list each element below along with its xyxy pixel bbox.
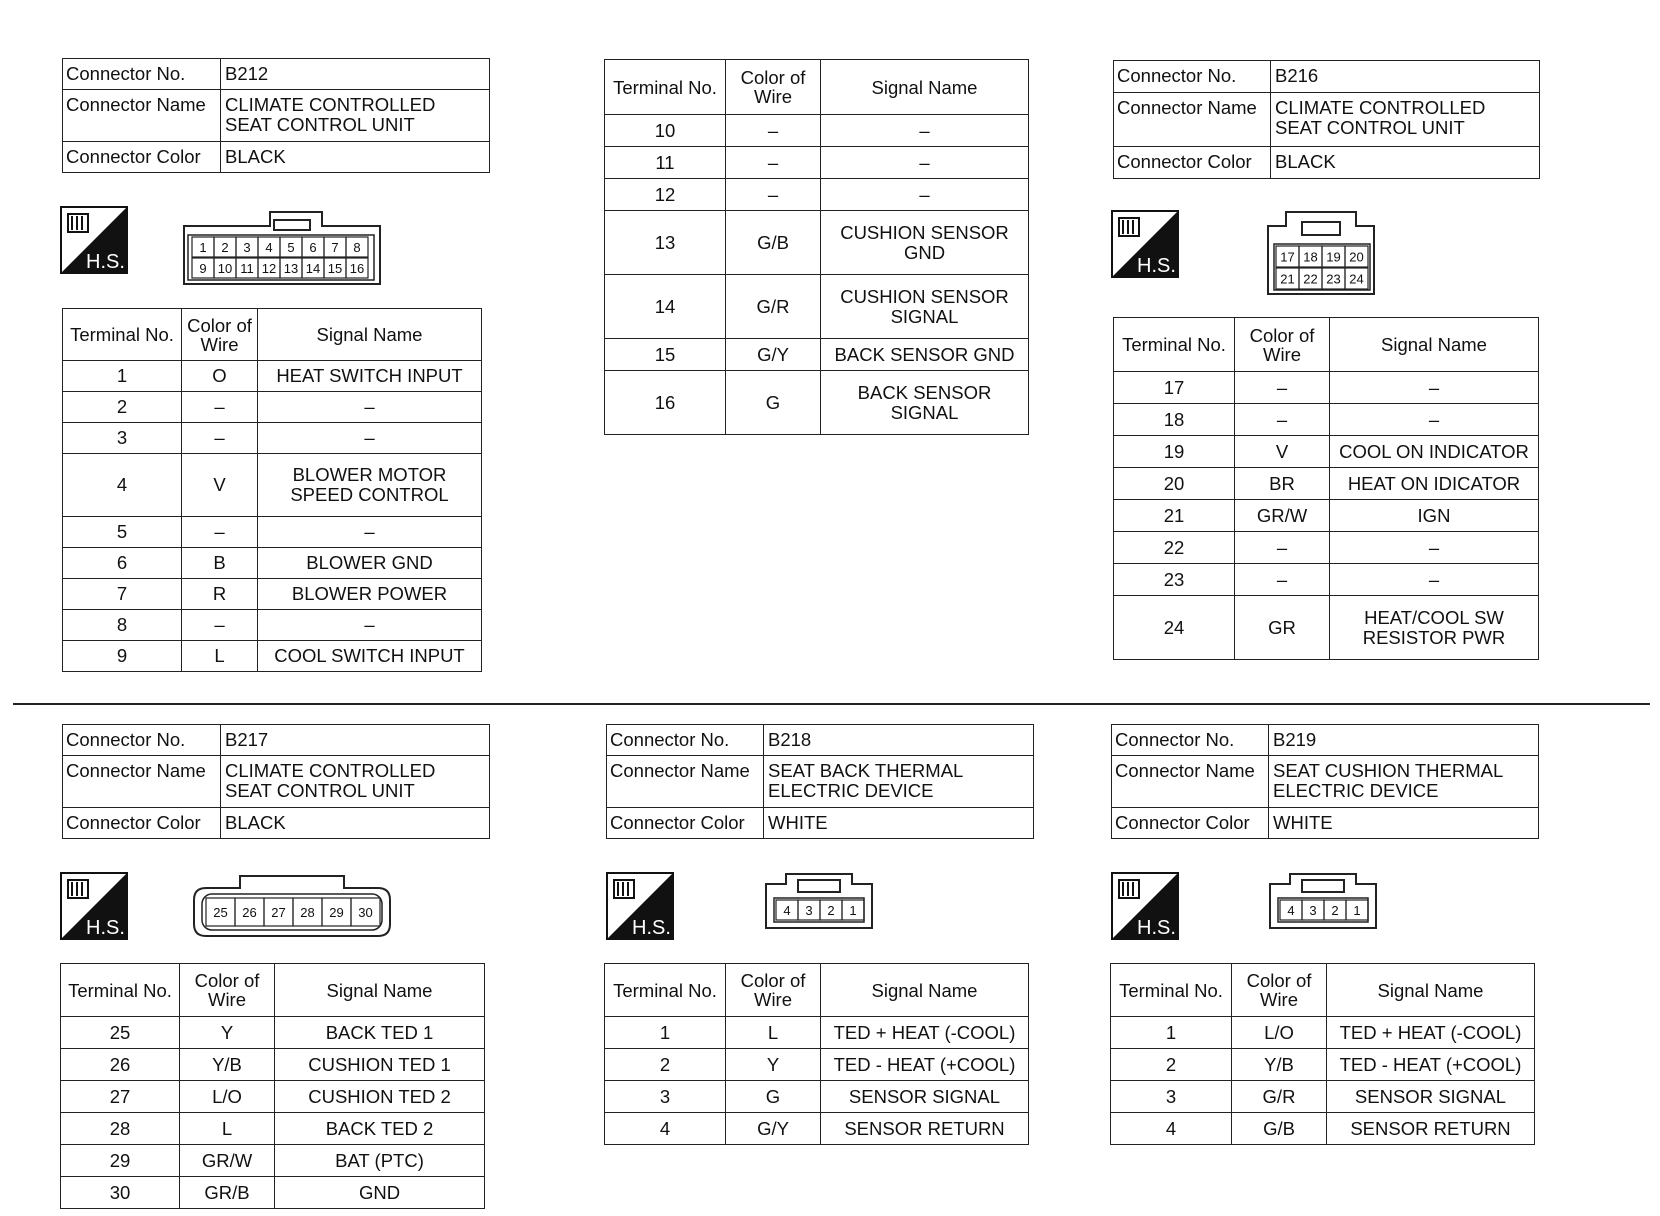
signal-name: – xyxy=(258,423,482,454)
col-header: Terminal No. xyxy=(605,964,726,1017)
col-header: Terminal No. xyxy=(605,60,726,115)
terminal-no: 13 xyxy=(605,211,726,275)
wire-color: G/B xyxy=(726,211,821,275)
terminal-no: 6 xyxy=(63,548,182,579)
terminal-no: 4 xyxy=(1111,1113,1232,1145)
pin-number: 9 xyxy=(199,261,207,276)
terminal-no: 19 xyxy=(1114,436,1235,468)
pin-number: 8 xyxy=(353,240,361,255)
table-row xyxy=(1111,1017,1535,1049)
terminal-table-b217 xyxy=(60,963,485,1209)
wire-color: V xyxy=(1235,436,1330,468)
terminal-table-b219 xyxy=(1110,963,1535,1145)
terminal-no: 1 xyxy=(63,361,182,392)
table-row xyxy=(1114,564,1539,596)
table-row xyxy=(1114,596,1539,660)
signal-name: – xyxy=(1330,404,1539,436)
signal-name: BACK TED 2 xyxy=(275,1113,485,1145)
signal-name: COOL SWITCH INPUT xyxy=(258,641,482,672)
info-value: BLACK xyxy=(221,142,490,173)
pin-number: 21 xyxy=(1280,271,1295,287)
connector-info-b219 xyxy=(1111,724,1539,839)
col-header: Terminal No. xyxy=(1111,964,1232,1017)
info-label: Connector Color xyxy=(607,808,764,839)
info-value: B217 xyxy=(221,725,490,756)
table-row xyxy=(61,1113,485,1145)
info-value: SEAT BACK THERMAL ELECTRIC DEVICE xyxy=(764,756,1034,808)
col-header: Terminal No. xyxy=(63,309,182,361)
signal-name: GND xyxy=(275,1177,485,1209)
pin-number: 2 xyxy=(827,903,835,918)
table-row xyxy=(605,1081,1029,1113)
col-header: Signal Name xyxy=(821,60,1029,115)
wire-color: L/O xyxy=(180,1081,275,1113)
col-header: Signal Name xyxy=(1327,964,1535,1017)
wire-color: – xyxy=(182,610,258,641)
pin-number: 4 xyxy=(783,903,791,918)
hs-label: H.S. xyxy=(1137,917,1176,939)
signal-name: BLOWER POWER xyxy=(258,579,482,610)
info-label: Connector Color xyxy=(1114,147,1271,179)
table-row xyxy=(605,339,1029,371)
info-value: B216 xyxy=(1271,61,1540,93)
terminal-no: 22 xyxy=(1114,532,1235,564)
col-header: Color of Wire xyxy=(1232,964,1327,1017)
wire-color: BR xyxy=(1235,468,1330,500)
terminal-no: 29 xyxy=(61,1145,180,1177)
pin-number: 22 xyxy=(1303,271,1318,287)
table-row xyxy=(63,579,482,610)
terminal-no: 11 xyxy=(605,147,726,179)
table-row xyxy=(605,1049,1029,1081)
terminal-no: 25 xyxy=(61,1017,180,1049)
wire-color: – xyxy=(726,179,821,211)
table-row xyxy=(605,115,1029,147)
table-row xyxy=(605,147,1029,179)
wire-color: – xyxy=(182,392,258,423)
table-row xyxy=(63,548,482,579)
terminal-no: 15 xyxy=(605,339,726,371)
signal-name: – xyxy=(1330,372,1539,404)
terminal-table-b212a xyxy=(62,308,482,672)
table-row xyxy=(63,641,482,672)
pin-number: 17 xyxy=(1280,249,1295,265)
signal-name: BAT (PTC) xyxy=(275,1145,485,1177)
table-row xyxy=(1114,500,1539,532)
table-row xyxy=(1114,372,1539,404)
pin-number: 30 xyxy=(358,905,373,920)
terminal-no: 24 xyxy=(1114,596,1235,660)
info-label: Connector Color xyxy=(63,142,221,173)
pin-number: 18 xyxy=(1303,249,1318,265)
terminal-no: 26 xyxy=(61,1049,180,1081)
terminal-no: 30 xyxy=(61,1177,180,1209)
terminal-no: 20 xyxy=(1114,468,1235,500)
info-value: WHITE xyxy=(764,808,1034,839)
pin-number: 1 xyxy=(849,903,857,918)
info-value: CLIMATE CONTROLLED SEAT CONTROL UNIT xyxy=(221,90,490,142)
table-row xyxy=(1114,532,1539,564)
table-row xyxy=(605,371,1029,435)
signal-name: HEAT SWITCH INPUT xyxy=(258,361,482,392)
terminal-no: 3 xyxy=(605,1081,726,1113)
harness-side-icon xyxy=(1111,872,1179,940)
table-row xyxy=(605,1113,1029,1145)
wire-color: – xyxy=(1235,372,1330,404)
pin-number: 14 xyxy=(305,261,321,276)
pin-number: 6 xyxy=(309,240,317,255)
signal-name: – xyxy=(1330,532,1539,564)
info-value: CLIMATE CONTROLLED SEAT CONTROL UNIT xyxy=(1271,93,1540,147)
info-value: B219 xyxy=(1269,725,1539,756)
signal-name: SENSOR SIGNAL xyxy=(1327,1081,1535,1113)
info-value: WHITE xyxy=(1269,808,1539,839)
terminal-no: 2 xyxy=(63,392,182,423)
col-header: Color of Wire xyxy=(1235,318,1330,372)
pin-number: 12 xyxy=(261,261,277,276)
signal-name: CUSHION SENSOR SIGNAL xyxy=(821,275,1029,339)
connector-face-b219 xyxy=(1268,872,1378,930)
signal-name: IGN xyxy=(1330,500,1539,532)
harness-side-icon xyxy=(606,872,674,940)
wire-color: Y xyxy=(180,1017,275,1049)
table-row xyxy=(61,1145,485,1177)
connector-face-b218 xyxy=(764,872,874,930)
pin-number: 26 xyxy=(242,905,257,920)
signal-name: HEAT/COOL SW RESISTOR PWR xyxy=(1330,596,1539,660)
signal-name: TED + HEAT (-COOL) xyxy=(821,1017,1029,1049)
pin-number: 4 xyxy=(265,240,273,255)
wire-color: G xyxy=(726,1081,821,1113)
pin-number: 2 xyxy=(1331,903,1339,918)
terminal-no: 28 xyxy=(61,1113,180,1145)
info-value: CLIMATE CONTROLLED SEAT CONTROL UNIT xyxy=(221,756,490,808)
terminal-no: 9 xyxy=(63,641,182,672)
wire-color: L xyxy=(726,1017,821,1049)
terminal-no: 10 xyxy=(605,115,726,147)
connector-info-b217 xyxy=(62,724,490,839)
table-row xyxy=(61,1017,485,1049)
terminal-no: 4 xyxy=(605,1113,726,1145)
wire-color: G/R xyxy=(726,275,821,339)
terminal-no: 5 xyxy=(63,517,182,548)
info-label: Connector Name xyxy=(607,756,764,808)
hs-label: H.S. xyxy=(1137,255,1176,277)
wire-color: – xyxy=(182,423,258,454)
table-row xyxy=(605,211,1029,275)
pin-number: 28 xyxy=(300,905,315,920)
signal-name: – xyxy=(258,392,482,423)
wire-color: G/R xyxy=(1232,1081,1327,1113)
signal-name: COOL ON INDICATOR xyxy=(1330,436,1539,468)
wire-color: V xyxy=(182,454,258,517)
terminal-no: 7 xyxy=(63,579,182,610)
info-label: Connector Name xyxy=(1112,756,1269,808)
info-label: Connector Name xyxy=(63,90,221,142)
pin-number: 19 xyxy=(1326,249,1341,265)
terminal-no: 16 xyxy=(605,371,726,435)
terminal-no: 21 xyxy=(1114,500,1235,532)
table-row xyxy=(1111,1081,1535,1113)
table-row xyxy=(63,361,482,392)
col-header: Signal Name xyxy=(275,964,485,1017)
wire-color: L xyxy=(182,641,258,672)
terminal-no: 2 xyxy=(605,1049,726,1081)
signal-name: BACK SENSOR SIGNAL xyxy=(821,371,1029,435)
signal-name: TED + HEAT (-COOL) xyxy=(1327,1017,1535,1049)
table-row xyxy=(605,179,1029,211)
info-label: Connector Color xyxy=(1112,808,1269,839)
col-header: Terminal No. xyxy=(1114,318,1235,372)
terminal-no: 3 xyxy=(63,423,182,454)
table-row xyxy=(63,517,482,548)
signal-name: – xyxy=(821,147,1029,179)
col-header: Color of Wire xyxy=(180,964,275,1017)
hs-label: H.S. xyxy=(86,251,125,273)
connector-info-b212 xyxy=(62,58,490,173)
terminal-no: 12 xyxy=(605,179,726,211)
table-row xyxy=(61,1081,485,1113)
harness-side-icon xyxy=(1111,210,1179,278)
signal-name: CUSHION SENSOR GND xyxy=(821,211,1029,275)
wire-color: G xyxy=(726,371,821,435)
terminal-no: 14 xyxy=(605,275,726,339)
terminal-no: 1 xyxy=(1111,1017,1232,1049)
signal-name: – xyxy=(821,179,1029,211)
signal-name: BACK SENSOR GND xyxy=(821,339,1029,371)
pin-number: 4 xyxy=(1287,903,1295,918)
table-row xyxy=(61,1049,485,1081)
wire-color: – xyxy=(1235,564,1330,596)
table-row xyxy=(63,423,482,454)
info-value: SEAT CUSHION THERMAL ELECTRIC DEVICE xyxy=(1269,756,1539,808)
terminal-no: 27 xyxy=(61,1081,180,1113)
info-value: BLACK xyxy=(221,808,490,839)
wire-color: GR/B xyxy=(180,1177,275,1209)
signal-name: – xyxy=(258,517,482,548)
wire-color: – xyxy=(726,115,821,147)
col-header: Signal Name xyxy=(258,309,482,361)
pin-number: 3 xyxy=(805,903,813,918)
wire-color: – xyxy=(182,517,258,548)
hs-label: H.S. xyxy=(86,917,125,939)
col-header: Signal Name xyxy=(821,964,1029,1017)
pin-number: 1 xyxy=(1353,903,1361,918)
col-header: Terminal No. xyxy=(61,964,180,1017)
info-label: Connector No. xyxy=(1112,725,1269,756)
wire-color: Y/B xyxy=(180,1049,275,1081)
pin-number: 29 xyxy=(329,905,344,920)
connector-face-b216 xyxy=(1266,210,1376,296)
table-row xyxy=(1111,1113,1535,1145)
info-label: Connector No. xyxy=(607,725,764,756)
pin-number: 15 xyxy=(327,261,343,276)
wire-color: L/O xyxy=(1232,1017,1327,1049)
wire-color: B xyxy=(182,548,258,579)
wire-color: GR/W xyxy=(1235,500,1330,532)
signal-name: TED - HEAT (+COOL) xyxy=(1327,1049,1535,1081)
pin-number: 2 xyxy=(221,240,229,255)
wire-color: G/B xyxy=(1232,1113,1327,1145)
info-label: Connector No. xyxy=(63,59,221,90)
terminal-no: 4 xyxy=(63,454,182,517)
col-header: Color of Wire xyxy=(726,60,821,115)
signal-name: BLOWER MOTOR SPEED CONTROL xyxy=(258,454,482,517)
terminal-no: 2 xyxy=(1111,1049,1232,1081)
wire-color: Y/B xyxy=(1232,1049,1327,1081)
wire-color: G/Y xyxy=(726,1113,821,1145)
table-row xyxy=(1114,468,1539,500)
signal-name: – xyxy=(258,610,482,641)
wire-color: G/Y xyxy=(726,339,821,371)
info-label: Connector Name xyxy=(1114,93,1271,147)
signal-name: HEAT ON IDICATOR xyxy=(1330,468,1539,500)
section-divider xyxy=(13,703,1650,705)
signal-name: SENSOR RETURN xyxy=(1327,1113,1535,1145)
wire-color: – xyxy=(1235,532,1330,564)
terminal-no: 1 xyxy=(605,1017,726,1049)
signal-name: CUSHION TED 2 xyxy=(275,1081,485,1113)
terminal-no: 18 xyxy=(1114,404,1235,436)
pin-number: 10 xyxy=(217,261,233,276)
info-value: BLACK xyxy=(1271,147,1540,179)
pin-number: 7 xyxy=(331,240,339,255)
pin-number: 23 xyxy=(1326,271,1341,287)
wire-color: – xyxy=(726,147,821,179)
pin-number: 13 xyxy=(283,261,299,276)
signal-name: – xyxy=(821,115,1029,147)
hs-label: H.S. xyxy=(632,917,671,939)
info-label: Connector No. xyxy=(63,725,221,756)
connector-info-b216 xyxy=(1113,60,1540,179)
info-label: Connector No. xyxy=(1114,61,1271,93)
terminal-table-b212b xyxy=(604,59,1029,435)
pin-number: 11 xyxy=(240,261,254,276)
pin-number: 20 xyxy=(1349,249,1364,265)
table-row xyxy=(63,610,482,641)
wire-color: L xyxy=(180,1113,275,1145)
wire-color: R xyxy=(182,579,258,610)
signal-name: – xyxy=(1330,564,1539,596)
signal-name: BACK TED 1 xyxy=(275,1017,485,1049)
signal-name: SENSOR RETURN xyxy=(821,1113,1029,1145)
terminal-no: 8 xyxy=(63,610,182,641)
info-value: B218 xyxy=(764,725,1034,756)
table-row xyxy=(605,275,1029,339)
table-row xyxy=(63,392,482,423)
wire-color: – xyxy=(1235,404,1330,436)
col-header: Color of Wire xyxy=(726,964,821,1017)
info-label: Connector Color xyxy=(63,808,221,839)
pin-number: 3 xyxy=(243,240,251,255)
signal-name: BLOWER GND xyxy=(258,548,482,579)
col-header: Color of Wire xyxy=(182,309,258,361)
pin-number: 5 xyxy=(287,240,295,255)
pin-number: 25 xyxy=(213,905,228,920)
terminal-no: 17 xyxy=(1114,372,1235,404)
wire-color: Y xyxy=(726,1049,821,1081)
wire-color: O xyxy=(182,361,258,392)
info-label: Connector Name xyxy=(63,756,221,808)
signal-name: CUSHION TED 1 xyxy=(275,1049,485,1081)
terminal-table-b218 xyxy=(604,963,1029,1145)
connector-face-b217 xyxy=(192,874,392,938)
terminal-table-b216 xyxy=(1113,317,1539,660)
pin-number: 1 xyxy=(199,240,207,255)
signal-name: TED - HEAT (+COOL) xyxy=(821,1049,1029,1081)
table-row xyxy=(63,454,482,517)
info-value: B212 xyxy=(221,59,490,90)
signal-name: SENSOR SIGNAL xyxy=(821,1081,1029,1113)
pin-number: 27 xyxy=(271,905,286,920)
table-row xyxy=(1111,1049,1535,1081)
table-row xyxy=(1114,404,1539,436)
pin-number: 24 xyxy=(1349,271,1364,287)
table-row xyxy=(1114,436,1539,468)
pin-number: 16 xyxy=(349,261,365,276)
pin-number: 3 xyxy=(1309,903,1317,918)
terminal-no: 23 xyxy=(1114,564,1235,596)
harness-side-icon xyxy=(60,872,128,940)
terminal-no: 3 xyxy=(1111,1081,1232,1113)
harness-side-icon xyxy=(60,206,128,274)
connector-info-b218 xyxy=(606,724,1034,839)
wire-color: GR/W xyxy=(180,1145,275,1177)
wire-color: GR xyxy=(1235,596,1330,660)
table-row xyxy=(61,1177,485,1209)
table-row xyxy=(605,1017,1029,1049)
connector-face-b212 xyxy=(182,208,382,288)
col-header: Signal Name xyxy=(1330,318,1539,372)
